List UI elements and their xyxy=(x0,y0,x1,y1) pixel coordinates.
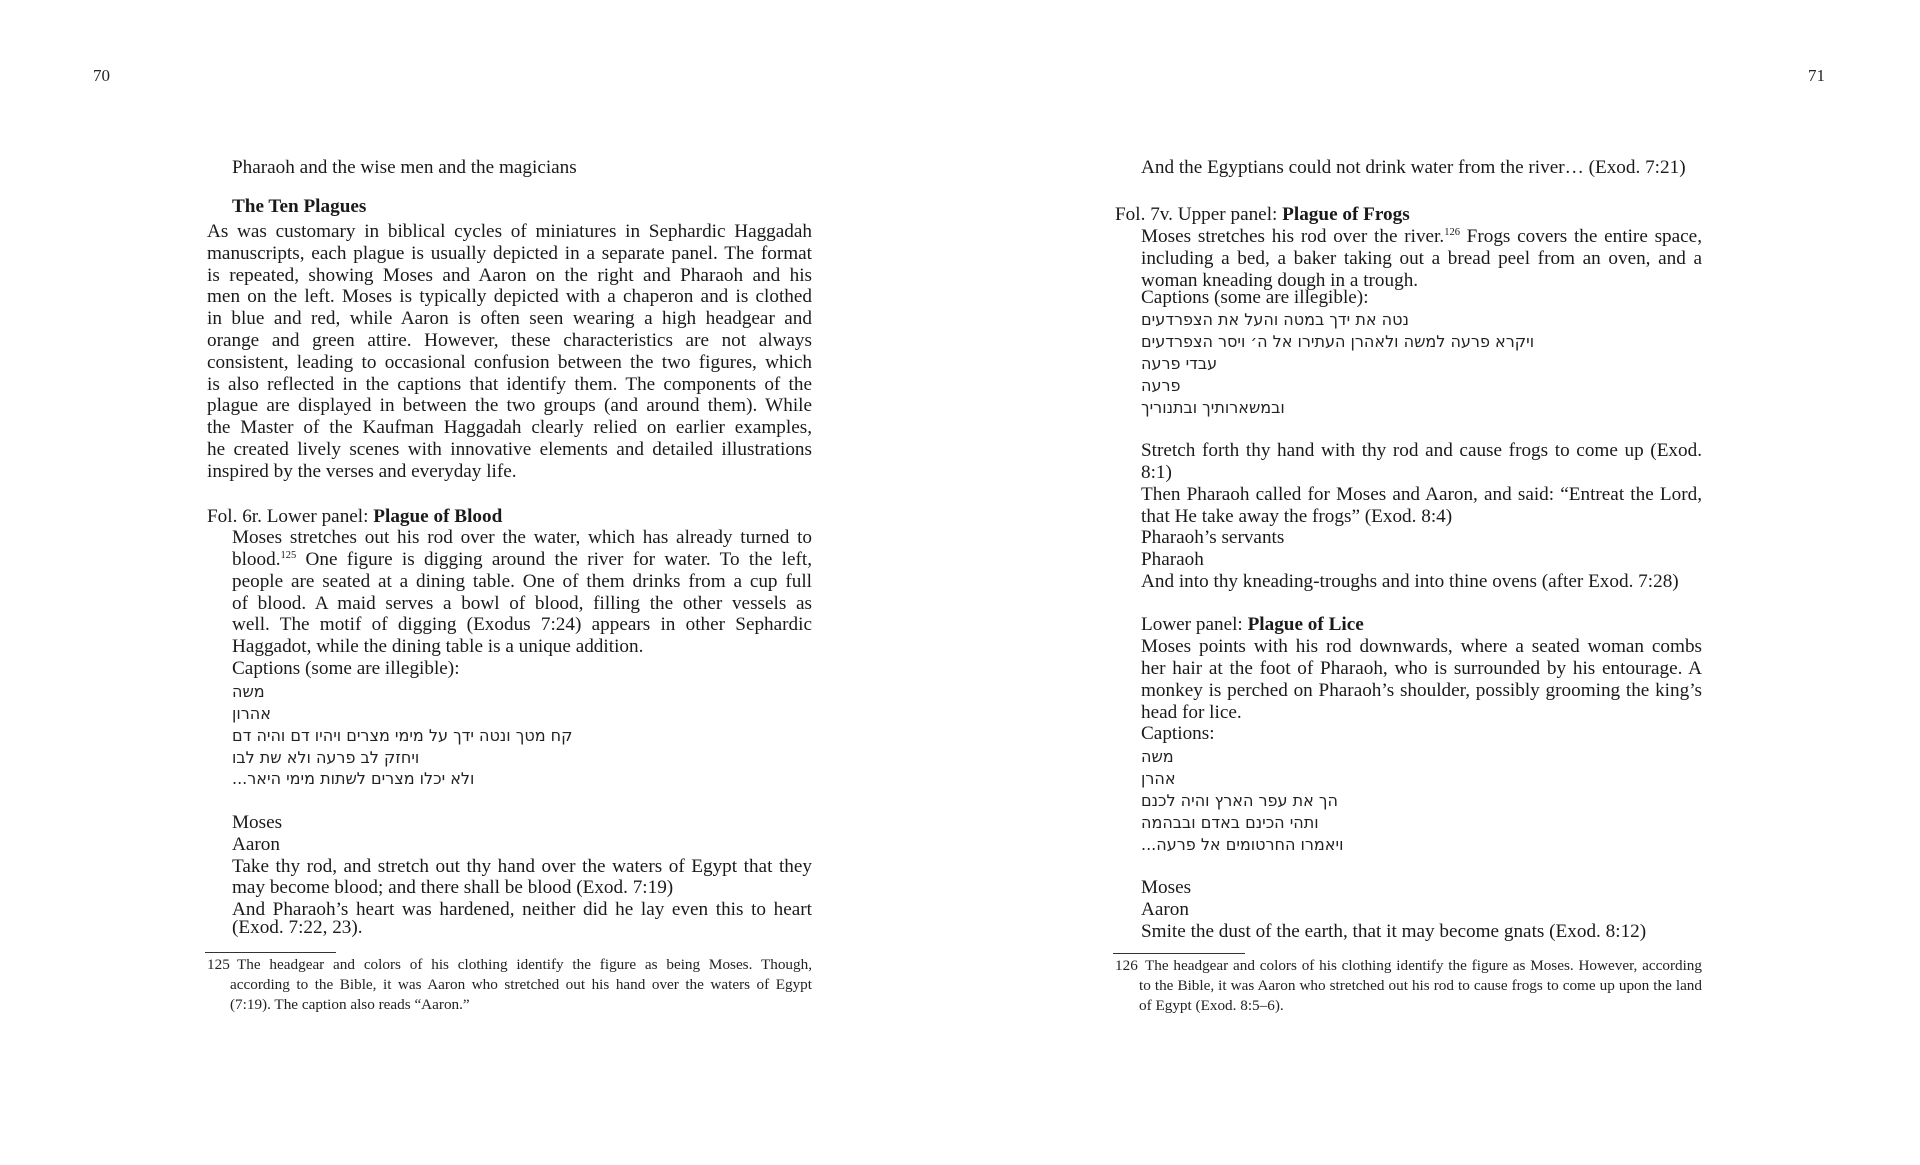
captions-label: Captions (some are illegible): xyxy=(1141,287,1369,308)
description-line xyxy=(232,549,812,571)
footnote-number: 125 xyxy=(207,956,230,973)
hebrew-caption-text: משה xyxy=(232,682,265,701)
hebrew-caption-text: ויקרא פרעה למשה ולאהרן העתירו אל ה׳ ויסר הצפרדעים xyxy=(1141,332,1535,351)
footnote-line: to the Bible, it was Aaron who stretched out his rod to cause frogs to come up upon the land xyxy=(1139,977,1702,994)
translation-line: Moses xyxy=(1141,877,1192,898)
translation-line: Stretch forth thy hand with thy rod and cause frogs to come up (Exod. xyxy=(1141,440,1702,461)
hebrew-caption-text: עבדי פרעה xyxy=(1141,354,1218,373)
hebrew-caption xyxy=(1141,397,1285,419)
intro-line: in blue and red, while Aaron is often seen wearing a high headgear and xyxy=(207,308,812,329)
intro-line: plague are displayed in between the two groups (and around them). While xyxy=(207,395,812,416)
translation-line: may become blood; and there shall be blood (Exod. 7:19) xyxy=(232,877,674,898)
translation-line: Smite the dust of the earth, that it may become gnats (Exod. 8:12) xyxy=(1141,921,1647,942)
footnote-line: according to the Bible, it was Aaron who stretched out his hand over the waters of Egypt xyxy=(230,976,812,993)
description-line: of blood. A maid serves a bowl of blood, filling the other vessels as xyxy=(232,593,812,614)
hebrew-caption xyxy=(1141,768,1176,790)
intro-line: manuscripts, each plague is usually depicted in a separate panel. The format xyxy=(207,243,812,264)
hebrew-caption xyxy=(1141,353,1217,375)
hebrew-caption xyxy=(1141,331,1534,353)
translation-line: (Exod. 7:22, 23). xyxy=(232,917,363,938)
footnote-separator xyxy=(205,952,336,953)
footnote-line: of Egypt (Exod. 8:5–6). xyxy=(1139,997,1284,1014)
intro-line: orange and green attire. However, these characteristics are not always xyxy=(207,330,812,351)
translation-line: Moses xyxy=(232,812,283,833)
opening-line: And the Egyptians could not drink water from the river… (Exod. 7:21) xyxy=(1141,157,1686,178)
intro-line: consistent, leading to occasional confusion between the two figures, which xyxy=(207,352,812,373)
description-text: blood. xyxy=(232,549,281,570)
entry-heading xyxy=(207,506,502,528)
description-line: Moses points with his rod downwards, where a seated woman combs xyxy=(1141,636,1702,657)
opening-line: Pharaoh and the wise men and the magicians xyxy=(232,157,577,178)
plague-title: Plague of Lice xyxy=(1247,614,1364,635)
description-line: woman kneading dough in a trough. xyxy=(1141,270,1419,291)
hebrew-caption xyxy=(232,768,474,790)
intro-line: men on the left. Moses is typically depicted with a chaperon and is clothed xyxy=(207,286,812,307)
translation-line: Then Pharaoh called for Moses and Aaron, and said: “Entreat the Lord, xyxy=(1141,484,1702,505)
hebrew-caption-text: אהרון xyxy=(232,704,271,723)
description-line: well. The motif of digging (Exodus 7:24) appears in other Sephardic xyxy=(232,614,812,635)
hebrew-caption-text: ויחזק לב פרעה ולא שת לבו xyxy=(232,748,420,767)
hebrew-caption-text: ותהי הכינם באדם ובבהמה xyxy=(1141,813,1319,832)
hebrew-caption-text: פרעה xyxy=(1141,376,1181,395)
intro-line: is repeated, showing Moses and Aaron on the right and Pharaoh and his xyxy=(207,265,812,286)
folio-label: Fol. 6r. Lower panel: xyxy=(207,506,374,527)
footnote-line: The headgear and colors of his clothing identify the figure as being Moses. Though, xyxy=(237,956,812,973)
hebrew-caption xyxy=(1141,746,1174,768)
description-line: monkey is perched on Pharaoh’s shoulder, possibly grooming the king’s xyxy=(1141,680,1702,701)
translation-line: that He take away the frogs” (Exod. 8:4) xyxy=(1141,506,1453,527)
description-line: Moses stretches out his rod over the water, which has already turned to xyxy=(232,527,812,548)
intro-line: is also reflected in the captions that identify them. The components of the xyxy=(207,374,812,395)
description-line: Haggadot, while the dining table is a unique addition. xyxy=(232,636,644,657)
entry-heading xyxy=(1141,614,1364,636)
hebrew-caption-text: משה xyxy=(1141,747,1174,766)
page-number-right: 71 xyxy=(1808,66,1825,85)
plague-title: Plague of Frogs xyxy=(1282,204,1410,225)
footnote-line: The headgear and colors of his clothing identify the figure as Moses. However, according xyxy=(1145,957,1702,974)
right-page xyxy=(960,0,1920,1165)
translation-line: And Pharaoh’s heart was hardened, neither did he lay even this to heart xyxy=(232,899,812,920)
footnote-line: (7:19). The caption also reads “Aaron.” xyxy=(230,996,470,1013)
hebrew-caption xyxy=(232,681,265,703)
intro-line: inspired by the verses and everyday life. xyxy=(207,461,517,482)
entry-heading xyxy=(1115,204,1410,226)
hebrew-caption xyxy=(1141,812,1319,834)
panel-label: Lower panel: xyxy=(1141,614,1248,635)
plague-title: Plague of Blood xyxy=(373,506,503,527)
description-line: head for lice. xyxy=(1141,702,1242,723)
translation-line: And into thy kneading-troughs and into thine ovens (after Exod. 7:28) xyxy=(1141,571,1679,592)
footnote-separator xyxy=(1113,953,1245,954)
folio-label: Fol. 7v. Upper panel: xyxy=(1115,204,1283,225)
hebrew-caption-text: הך את עפר הארץ והיה לכנם xyxy=(1141,791,1338,810)
translation-line: Aaron xyxy=(232,834,280,855)
translation-line: Pharaoh xyxy=(1141,549,1204,570)
description-line: including a bed, a baker taking out a bread peel from an oven, and a xyxy=(1141,248,1702,269)
hebrew-caption xyxy=(1141,834,1343,856)
intro-line: As was customary in biblical cycles of miniatures in Sephardic Haggadah xyxy=(207,221,812,242)
hebrew-caption xyxy=(1141,309,1409,331)
hebrew-caption-text: קח מטך ונטה ידך על מימי מצרים ויהיו דם והיה דם xyxy=(232,726,573,745)
hebrew-caption-text: נטה את ידך במטה והעל את הצפרדעים xyxy=(1141,310,1409,329)
hebrew-caption xyxy=(232,747,419,769)
description-text: One figure is digging around the river for water. To the left, xyxy=(296,549,812,570)
description-text: Moses stretches his rod over the river. xyxy=(1141,226,1445,247)
intro-line: he created lively scenes with innovative elements and detailed illustrations xyxy=(207,439,812,460)
hebrew-caption xyxy=(232,725,572,747)
hebrew-caption xyxy=(1141,375,1181,397)
intro-line: the Master of the Kaufman Haggadah clearly relied on earlier examples, xyxy=(207,417,812,438)
translation-line: Aaron xyxy=(1141,899,1189,920)
hebrew-caption-text: ובמשארותיך ובתנוריך xyxy=(1141,398,1285,417)
hebrew-caption-text: אהרן xyxy=(1141,769,1176,788)
hebrew-caption xyxy=(1141,790,1338,812)
captions-label: Captions: xyxy=(1141,723,1215,744)
description-line: her hair at the foot of Pharaoh, who is surrounded by his entourage. A xyxy=(1141,658,1702,679)
hebrew-caption-text: ולא יכלו מצרים לשתות מימי היאר... xyxy=(232,769,475,788)
description-text: Frogs covers the entire space, xyxy=(1459,226,1702,247)
translation-line: 8:1) xyxy=(1141,462,1172,483)
section-heading: The Ten Plagues xyxy=(232,196,367,217)
hebrew-caption xyxy=(232,703,271,725)
hebrew-caption-text: ויאמרו החרטומים אל פרעה... xyxy=(1141,835,1344,854)
footnote-reference[interactable]: 125 xyxy=(280,550,297,561)
page-number-left: 70 xyxy=(93,66,110,85)
translation-line: Take thy rod, and stretch out thy hand over the waters of Egypt that they xyxy=(232,856,812,877)
captions-label: Captions (some are illegible): xyxy=(232,658,460,679)
footnote-reference[interactable]: 126 xyxy=(1444,227,1460,238)
translation-line: Pharaoh’s servants xyxy=(1141,527,1285,548)
footnote-number: 126 xyxy=(1115,957,1138,974)
description-line xyxy=(1141,226,1702,248)
description-line: people are seated at a dining table. One of them drinks from a cup full xyxy=(232,571,812,592)
